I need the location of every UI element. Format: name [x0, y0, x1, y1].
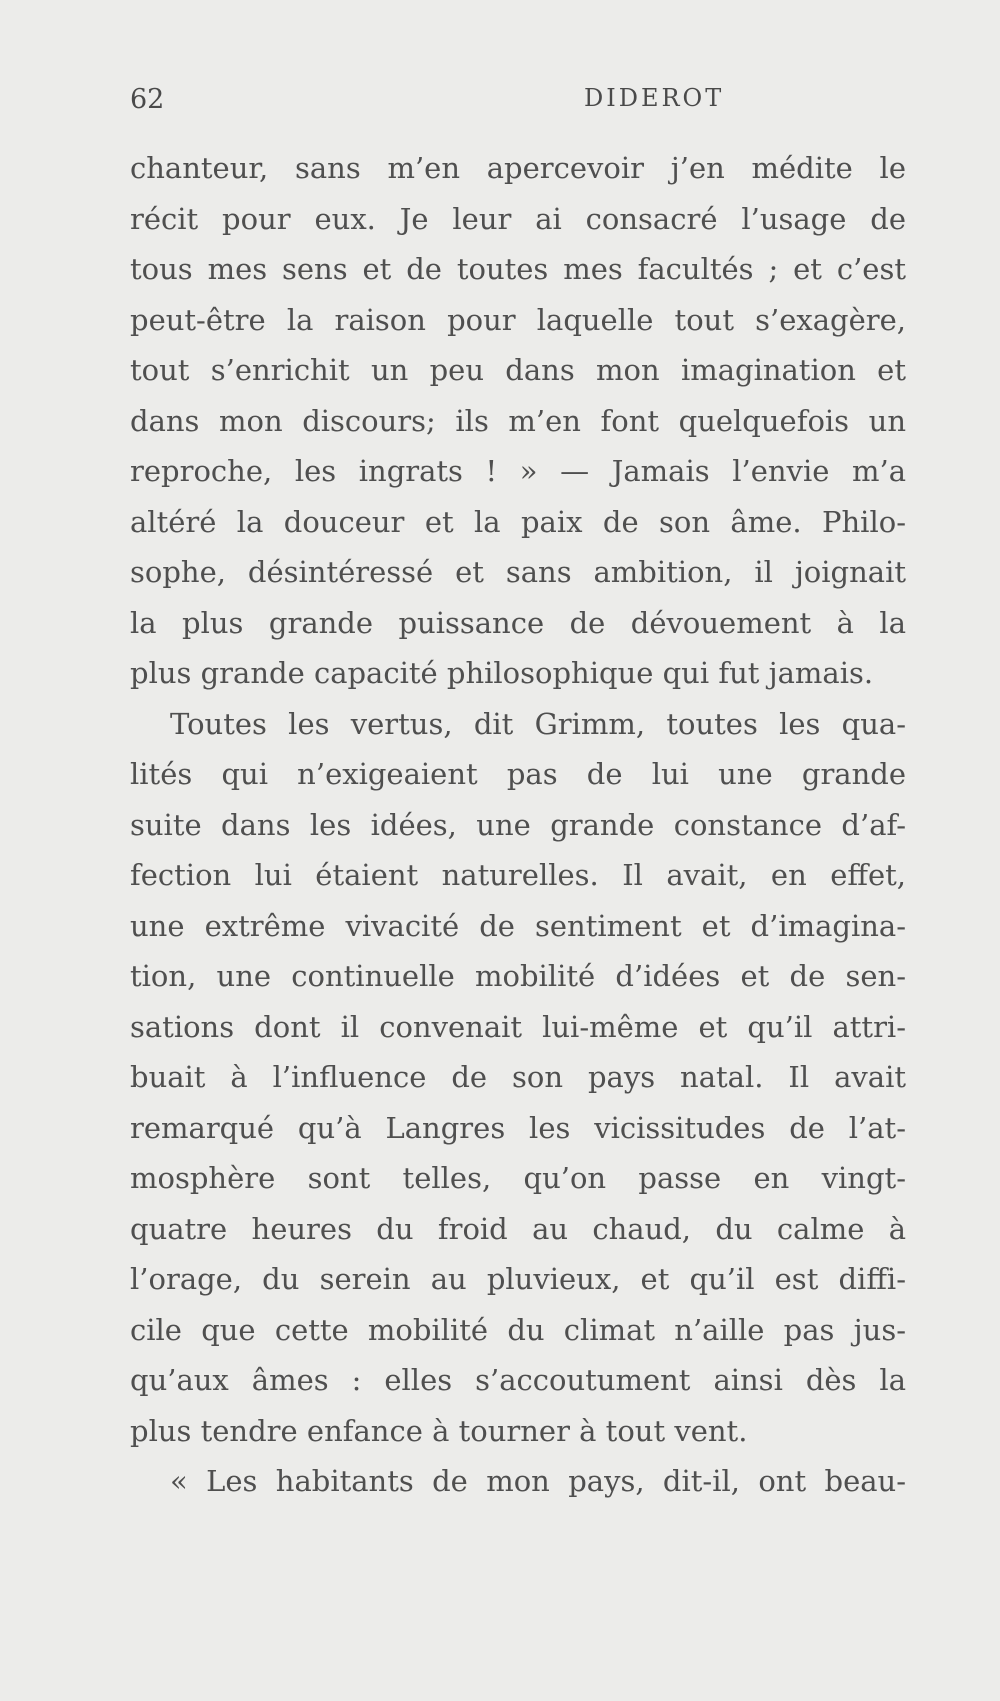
text-line: tion, une continuelle mobilité d’idées et de sen- [130, 959, 906, 993]
page-number: 62 [130, 84, 165, 115]
text-line: tout s’enrichit un peu dans mon imagination et [130, 353, 906, 387]
page-header [130, 84, 910, 124]
text-line: la plus grande puissance de dévouement à la [130, 605, 906, 640]
text-line: reproche, les ingrats ! » — Jamais l’envie m’a [130, 454, 906, 488]
text-line: peut-être la raison pour laquelle tout s’exagère, [130, 302, 906, 337]
text-line: tous mes sens et de toutes mes facultés ; et c’est [130, 252, 906, 286]
text-line: sophe, désintéressé et sans ambition, il joignait [130, 555, 906, 589]
paragraph-start-line: « Les habitants de mon pays, dit-il, ont beau- [170, 1464, 906, 1498]
text-line: quatre heures du froid au chaud, du calme à [130, 1211, 906, 1246]
text-line: suite dans les idées, une grande constance d’af- [130, 807, 906, 842]
text-line: une extrême vivacité de sentiment et d’imagina- [130, 908, 906, 943]
paragraph-end-line: plus grande capacité philosophique qui fut jamais. [130, 656, 874, 690]
text-line: récit pour eux. Je leur ai consacré l’usage de [130, 201, 906, 236]
paragraph-end-line: plus tendre enfance à tourner à tout vent. [130, 1413, 748, 1448]
text-line: fection lui étaient naturelles. Il avait, en effet, [130, 858, 906, 892]
text-line: mosphère sont telles, qu’on passe en vingt- [130, 1161, 906, 1195]
paragraph-start-line: Toutes les vertus, dit Grimm, toutes les qua- [170, 706, 906, 741]
text-line: buait à l’influence de son pays natal. Il avait [130, 1060, 906, 1094]
text-line: sations dont il convenait lui-même et qu’il attri- [130, 1009, 906, 1044]
text-line: l’orage, du serein au pluvieux, et qu’il est diffi- [130, 1262, 906, 1296]
text-line: altéré la douceur et la paix de son âme. Philo- [130, 504, 906, 539]
text-line: qu’aux âmes : elles s’accoutument ainsi dès la [130, 1363, 906, 1397]
text-line: cile que cette mobilité du climat n’aille pas jus- [130, 1312, 906, 1347]
text-line: dans mon discours; ils m’en font quelquefois un [130, 403, 906, 438]
text-line: chanteur, sans m’en apercevoir j’en médite le [130, 151, 906, 185]
text-line: remarqué qu’à Langres les vicissitudes de l’at- [130, 1110, 906, 1145]
text-line: lités qui n’exigeaient pas de lui une grande [130, 757, 906, 791]
body-text [130, 143, 906, 1507]
running-title: DIDEROT [584, 84, 725, 112]
